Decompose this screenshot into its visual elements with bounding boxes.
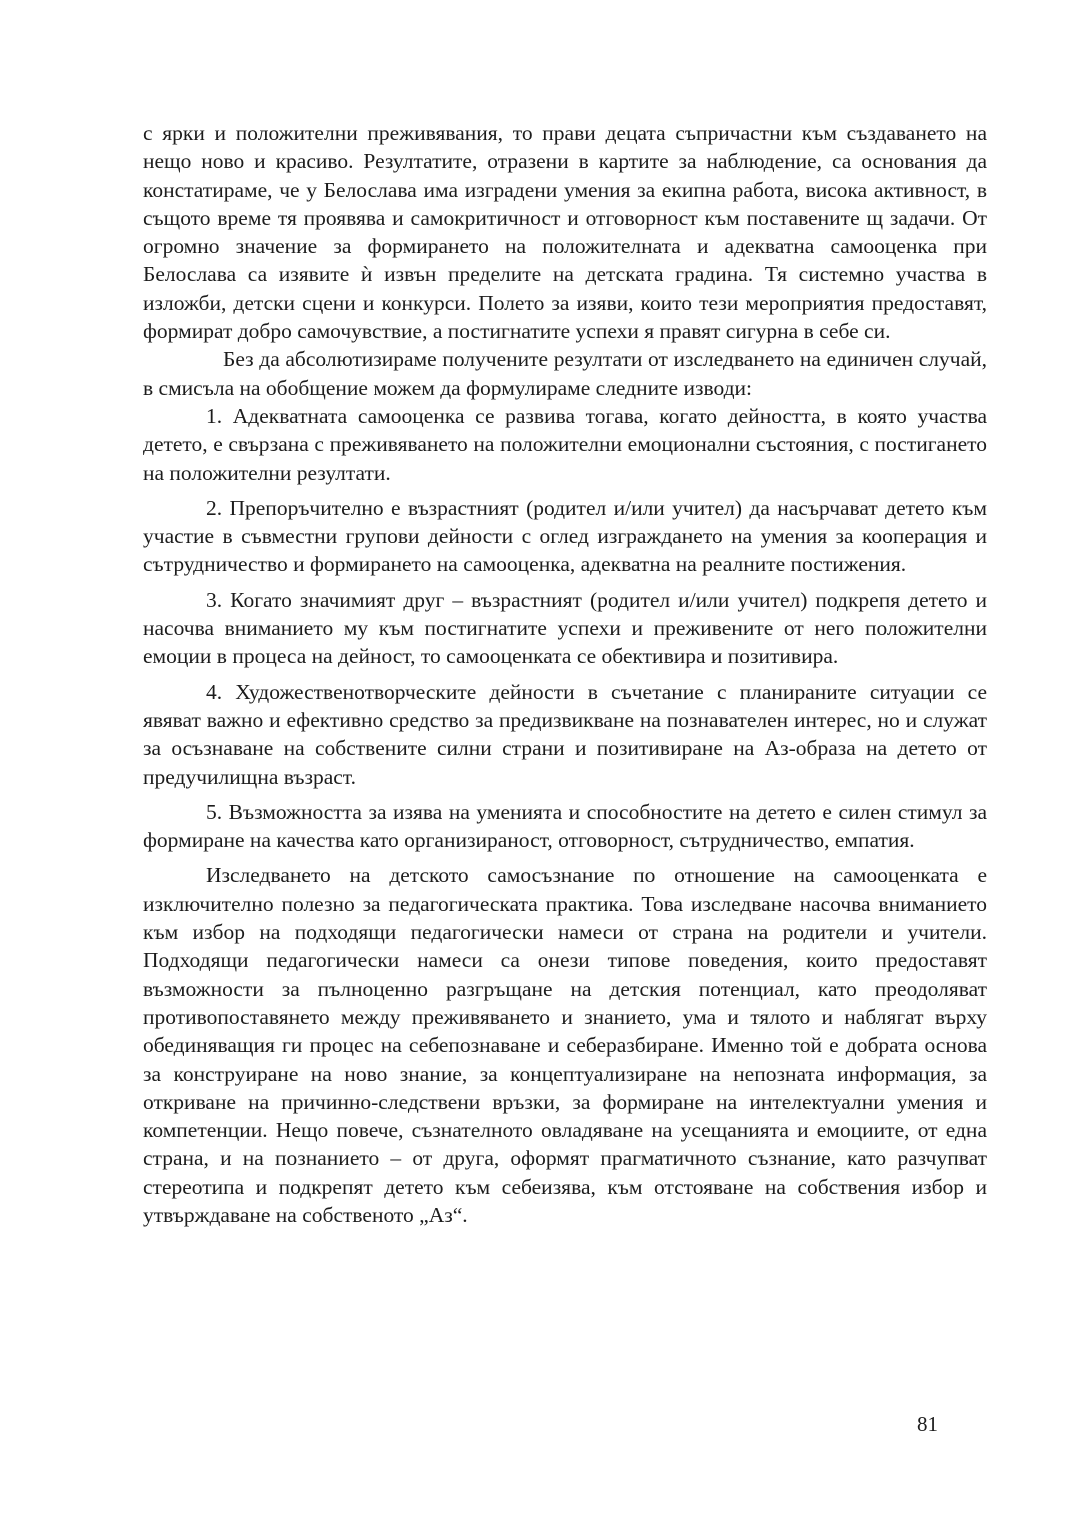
conclusion-item-2: 2. Препоръчително е възрастният (родител и/или учител) да насърчават детето към участие в съвместни групови дейности с оглед изграждането на умения за кооперация и сътрудничество и формирането на самооценка, адекватна на реалните постижения. <box>143 495 987 577</box>
paragraph-case-description: с ярки и положителни преживявания, то прави децата съпричастни към създаването на нещо ново и красиво. Резултатите, отразени в картите за наблюдение, са основания да констатираме, че у Белослава има изградени умения за екипна работа, висока активност, в същото време тя проявява и самокритичност и отговорност към поставените щ задачи. От огромно значение за формирането на положителната и адекватна самооценка при Белослава са изявите ѝ извън пределите на детската градина. Тя системно участва в изложби, детски сцени и конкурси. Полето за изяви, които тези мероприятия предоставят, формират добро самочувствие, а постигнатите успехи я правят сигурна в себе си. <box>143 121 987 344</box>
paragraph-conclusions-intro: Без да абсолютизираме получените резултати от изследването на единичен случай, в смисъла на обобщение можем да формулираме следните изводи: <box>143 347 987 400</box>
body-text <box>143 119 987 1229</box>
page-number: 81 <box>917 1412 938 1436</box>
paragraph-final-discussion: Изследването на детското самосъзнание по отношение на самооценката е изключително полезно за педагогическата практика. Това изследване насочва вниманието към избор на подходящи педагогически намеси от страна на родители и учители. Подходящи педагогически намеси са онези типове поведения, които предоставят възможности за пълноценно разгръщане на детския потенциал, като преодоляват противопоставянето между преживяването и знанието, ума и тялото и наблягат върху обединяващия ги процес на себепознаване и себеразбиране. Именно той е добрата основа за конструиране на ново знание, за концептуализиране на непозната информация, за откриване на причинно-следствени връзки, за формиране на интелектуални умения и компетенции. Нещо повече, съзнателното овладяване на усещанията и емоциите, от една страна, и на познанието – от друга, оформят прагматичното съзнание, като разчупват стереотипа и подкрепят детето към себеизява, към отстояване на собствения избор и утвърждаване на собственото „Аз“. <box>143 863 987 1227</box>
conclusion-item-4: 4. Художественотворческите дейности в съчетание с планираните ситуации се явяват важно и ефективно средство за предизвикване на познавателен интерес, но и служат за осъзнаване на собствените силни страни и позитивиране на Аз-образа на детето от предучилищна възраст. <box>143 679 987 789</box>
conclusion-item-1: 1. Адекватната самооценка се развива тогава, когато дейността, в която участва детето, е свързана с преживяването на положителни емоционални състояния, с постигането на положителни резултати. <box>143 403 987 485</box>
conclusion-item-5: 5. Възможността за изява на уменията и способностите на детето е силен стимул за формиране на качества като организираност, отговорност, сътрудничество, емпатия. <box>143 799 987 853</box>
conclusion-item-3: 3. Когато значимият друг – възрастният (родител и/или учител) подкрепя детето и насочва вниманието му към постигнатите успехи и преживените от него положителни емоции в процеса на дейност, то самооценката се обективира и позитивира. <box>143 587 987 669</box>
